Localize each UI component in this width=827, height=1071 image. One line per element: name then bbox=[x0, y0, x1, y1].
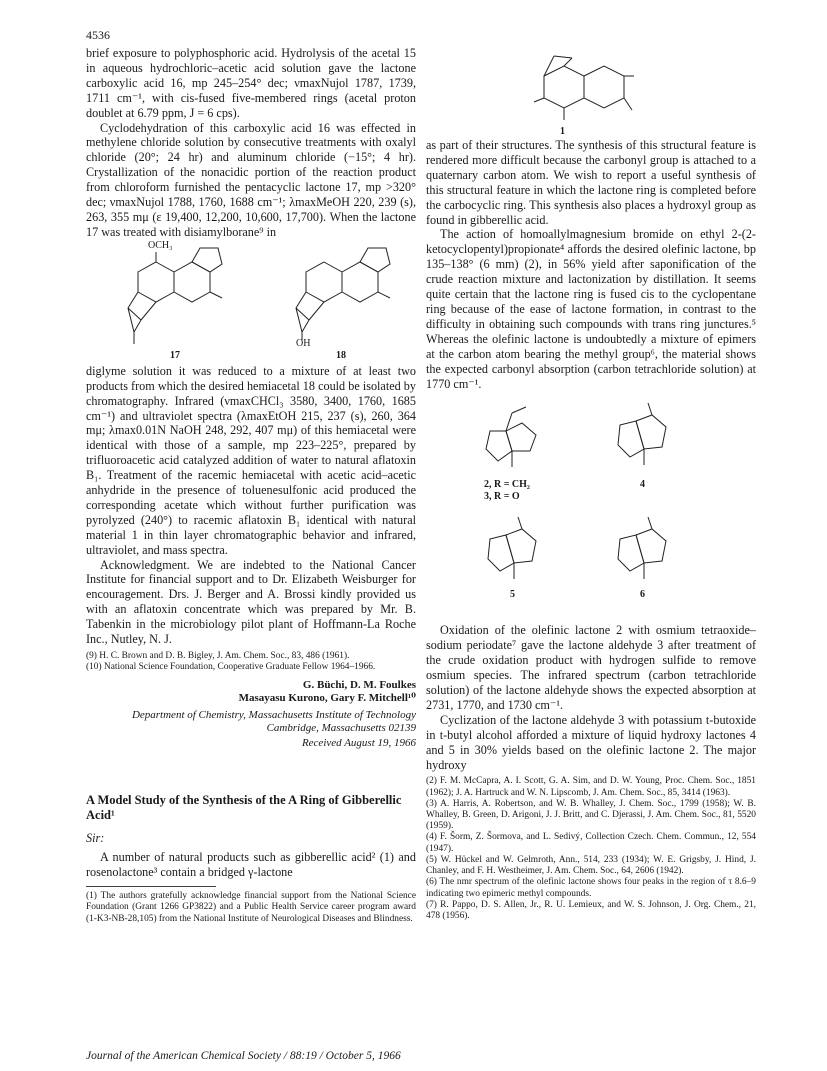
footnote-4: (4) F. Šorm, Z. Šormova, and L. Sedivý, Collection Czech. Chem. Commun., 12, 554 (1947). bbox=[426, 832, 756, 854]
acknowledgment: Acknowledgment. We are indebted to the National Cancer Institute for financial support and to Dr. Elizabeth Weisburger for encouragement. Drs. J. Berger and A. Brossi kindly provided us with an aflatoxin concentrate which was prepared by Mr. B. Tabenkin in the microbiology pilot plant of Hoffmann-La Roche Inc., Nutley, N. J. bbox=[86, 557, 416, 647]
footnote-2: (2) F. M. McCapra, A. I. Scott, G. A. Sim, and D. W. Young, Proc. Chem. Soc., 1851 (1962); J. A. Hartruck and W. N. Lipscomb, J. Am. Chem. Soc., 85, 3414 (1963). bbox=[426, 776, 756, 798]
authors-line-1: G. Büchi, D. M. Foulkes bbox=[302, 679, 416, 692]
structure-1-drawing bbox=[426, 46, 756, 138]
structures-2-to-6-drawing bbox=[426, 391, 756, 623]
struct18-label: 18 bbox=[336, 349, 346, 361]
left-paragraph-3: diglyme solution it was reduced to a mixture of at least two products from which the desired hemiacetal 18 could be isolated by chromatography. Infrared (νmaxCHCl₃ 3580, 3400, 1760, 1685 cm⁻¹) and ultraviolet spectra (λmaxEtOH 215, 237 (s), 260, 364 mμ; λmax0.01N NaOH 248, 292, 407 mμ) of this hemiacetal were identical with those of a sample, mp 223–225°, prepared by trifluoroacetic acid catalyzed addition of water to natural aflatoxin B₁. Treatment of the racemic hemiacetal with acetic acid–acetic anhydride in the presence of toluenesulfonic acid produced the corresponding acetate which without further purification was pyrolyzed (240°) to racemic aflatoxin B₁ identical with natural material 1 in thin layer chromatographic behavior and infrared, ultraviolet, and mass spectra. bbox=[86, 363, 416, 557]
authors-line-2: Masayasu Kurono, Gary F. Mitchell¹⁰ bbox=[238, 692, 416, 705]
right-paragraph-3: Oxidation of the olefinic lactone 2 with osmium tetraoxide–sodium periodate⁷ gave the lactone aldehyde 3 after treatment of the crude oxidation product with hydrogen sulfide to remove osmium species. The infrared spectrum (carbon tetrachloride solution) of the lactone aldehyde shows the expected absorption at 2731, 1770, and 1730 cm⁻¹. bbox=[426, 623, 756, 712]
received-date: Received August 19, 1966 bbox=[301, 737, 416, 750]
structure-17-drawing bbox=[86, 240, 416, 350]
journal-footer: Journal of the American Chemical Society / 88:19 / October 5, 1966 bbox=[86, 1050, 401, 1062]
article-title: A Model Study of the Synthesis of the A Ring of Gibberellic Acid¹ bbox=[86, 793, 402, 823]
left-column bbox=[86, 46, 416, 925]
affiliation-line-1: Department of Chemistry, Massachusetts Institute of Technology bbox=[131, 709, 416, 722]
right-column bbox=[426, 46, 756, 922]
struct4-label: 4 bbox=[640, 479, 645, 491]
right-footnotes bbox=[426, 776, 756, 922]
left-paragraph-2: Cyclodehydration of this carboxylic acid 16 was effected in methylene chloride solution by consecutive treatments with oxalyl chloride (20°; 24 hr) and aluminum chloride (−15°; 4 hr). Crystallization of the nonacidic portion of the reaction product from chloroform furnished the pentacyclic lactone 17, mp >320° dec; νmaxNujol 1788, 1760, 1688 cm⁻¹; λmaxMeOH 220, 239 (s), 263, 355 mμ (ε 19,400, 12,200, 10,600, 17,700). When the lactone 17 was treated with disiamylborane⁹ in bbox=[86, 120, 416, 239]
struct1-label: 1 bbox=[560, 126, 565, 137]
affiliation-line-2: Cambridge, Massachusetts 02139 bbox=[266, 722, 416, 735]
structure-labels-17-18 bbox=[86, 350, 416, 364]
struct6-label: 6 bbox=[640, 589, 645, 601]
structure-1 bbox=[426, 46, 756, 138]
structures-2-to-6 bbox=[426, 391, 756, 623]
footnote-1: (1) The authors gratefully acknowledge financial support from the National Science Foundation (Grant 1266 GP3822) and a Public Health Service career program award (1-K3-NB-28,105) from the National Institute of Neurological Diseases and Blindness. bbox=[86, 891, 416, 924]
authors bbox=[86, 679, 416, 705]
right-paragraph-1: as part of their structures. The synthesis of this structural feature is rendered more difficult because the carbonyl group is attached to a quaternary carbon atom. We wish to report a useful synthesis of this structural feature in which the lactone ring is completed before the carbocyclic ring. This synthesis also places a hydroxyl group as found in gibberellic acid. bbox=[426, 138, 756, 227]
footnote-rule bbox=[86, 886, 216, 887]
struct2-label: 2, R = CH₂ bbox=[484, 479, 530, 491]
struct17-label: 17 bbox=[170, 349, 180, 361]
footnote-3: (3) A. Harris, A. Robertson, and W. B. Whalley, J. Chem. Soc., 1799 (1958); W. B. Whalley, B. Green, D. Arigoni, J. J. Britt, and C. Djerassi, J. Am. Chem. Soc., 81, 5520 (1959). bbox=[426, 798, 756, 832]
page-number: 4536 bbox=[86, 28, 110, 42]
right-paragraph-4: Cyclization of the lactone aldehyde 3 with potassium t-butoxide in t-butyl alcohol afforded a mixture of liquid hydroxy lactones 4 and 5 in 30% yields based on the olefinic lactone 2. The major hydroxy bbox=[426, 712, 756, 772]
left-paragraph-1: brief exposure to polyphosphoric acid. Hydrolysis of the acetal 15 in aqueous hydrochloric–acetic acid solution gave the lactone carboxylic acid 16, mp 245–254° dec; νmaxNujol 1787, 1739, 1711 cm⁻¹, with cis-fused five-membered rings (acetal proton doublet at 6.79 ppm, J = 6 cps). bbox=[86, 46, 416, 120]
affiliation bbox=[86, 709, 416, 735]
struct17-och3: OCH₃ bbox=[148, 239, 173, 251]
footnote-9: (9) H. C. Brown and D. B. Bigley, J. Am. Chem. Soc., 83, 486 (1961). bbox=[86, 651, 350, 661]
structures-17-18 bbox=[86, 240, 416, 350]
right-paragraph-2: The action of homoallylmagnesium bromide on ethyl 2-(2-ketocyclopentyl)propionate⁴ affords the desired olefinic lactone, bp 135–138° (6 mm) (2), in 56% yield after saponification of the crude reaction mixture and lactonization by distillation. It seems quite certain that the lactone ring is fused cis to the cyclopentane ring because of the ease of lactone formation, in contrast to the difficulty in obtaining such compounds with trans ring junctures.⁵ Whereas the olefinic lactone is undoubtedly a mixture of epimers at the carbon atom bearing the methyl group⁶, the material shows the expected carbonyl absorption (carbon tetrachloride solution) at 1770 cm⁻¹. bbox=[426, 227, 756, 391]
footnote-7: (7) R. Pappo, D. S. Allen, Jr., R. U. Lemieux, and W. S. Johnson, J. Org. Chem., 21, 478 (1956). bbox=[426, 899, 756, 921]
struct3-label: 3, R = O bbox=[484, 491, 520, 503]
footnote-10: (10) National Science Foundation, Cooperative Graduate Fellow 1964–1966. bbox=[86, 662, 376, 673]
left-footnotes-a bbox=[86, 651, 416, 673]
struct5-label: 5 bbox=[510, 589, 515, 601]
salutation: Sir: bbox=[86, 831, 105, 846]
struct18-oh: OH bbox=[296, 337, 311, 349]
left-paragraph-4: A number of natural products such as gibberellic acid² (1) and rosenolactone³ contain a bridged γ-lactone bbox=[86, 850, 416, 880]
footnote-5: (5) W. Hückel and W. Gelmroth, Ann., 514, 233 (1934); W. E. Grigsby, J. Hind, J. Chanley, and F. H. Westheimer, J. Am. Chem. Soc., 64, 2606 (1942). bbox=[426, 854, 756, 877]
footnote-6: (6) The nmr spectrum of the olefinic lactone shows four peaks in the region of τ 8.6–9 indicating two epimeric methyl compounds. bbox=[426, 877, 756, 899]
